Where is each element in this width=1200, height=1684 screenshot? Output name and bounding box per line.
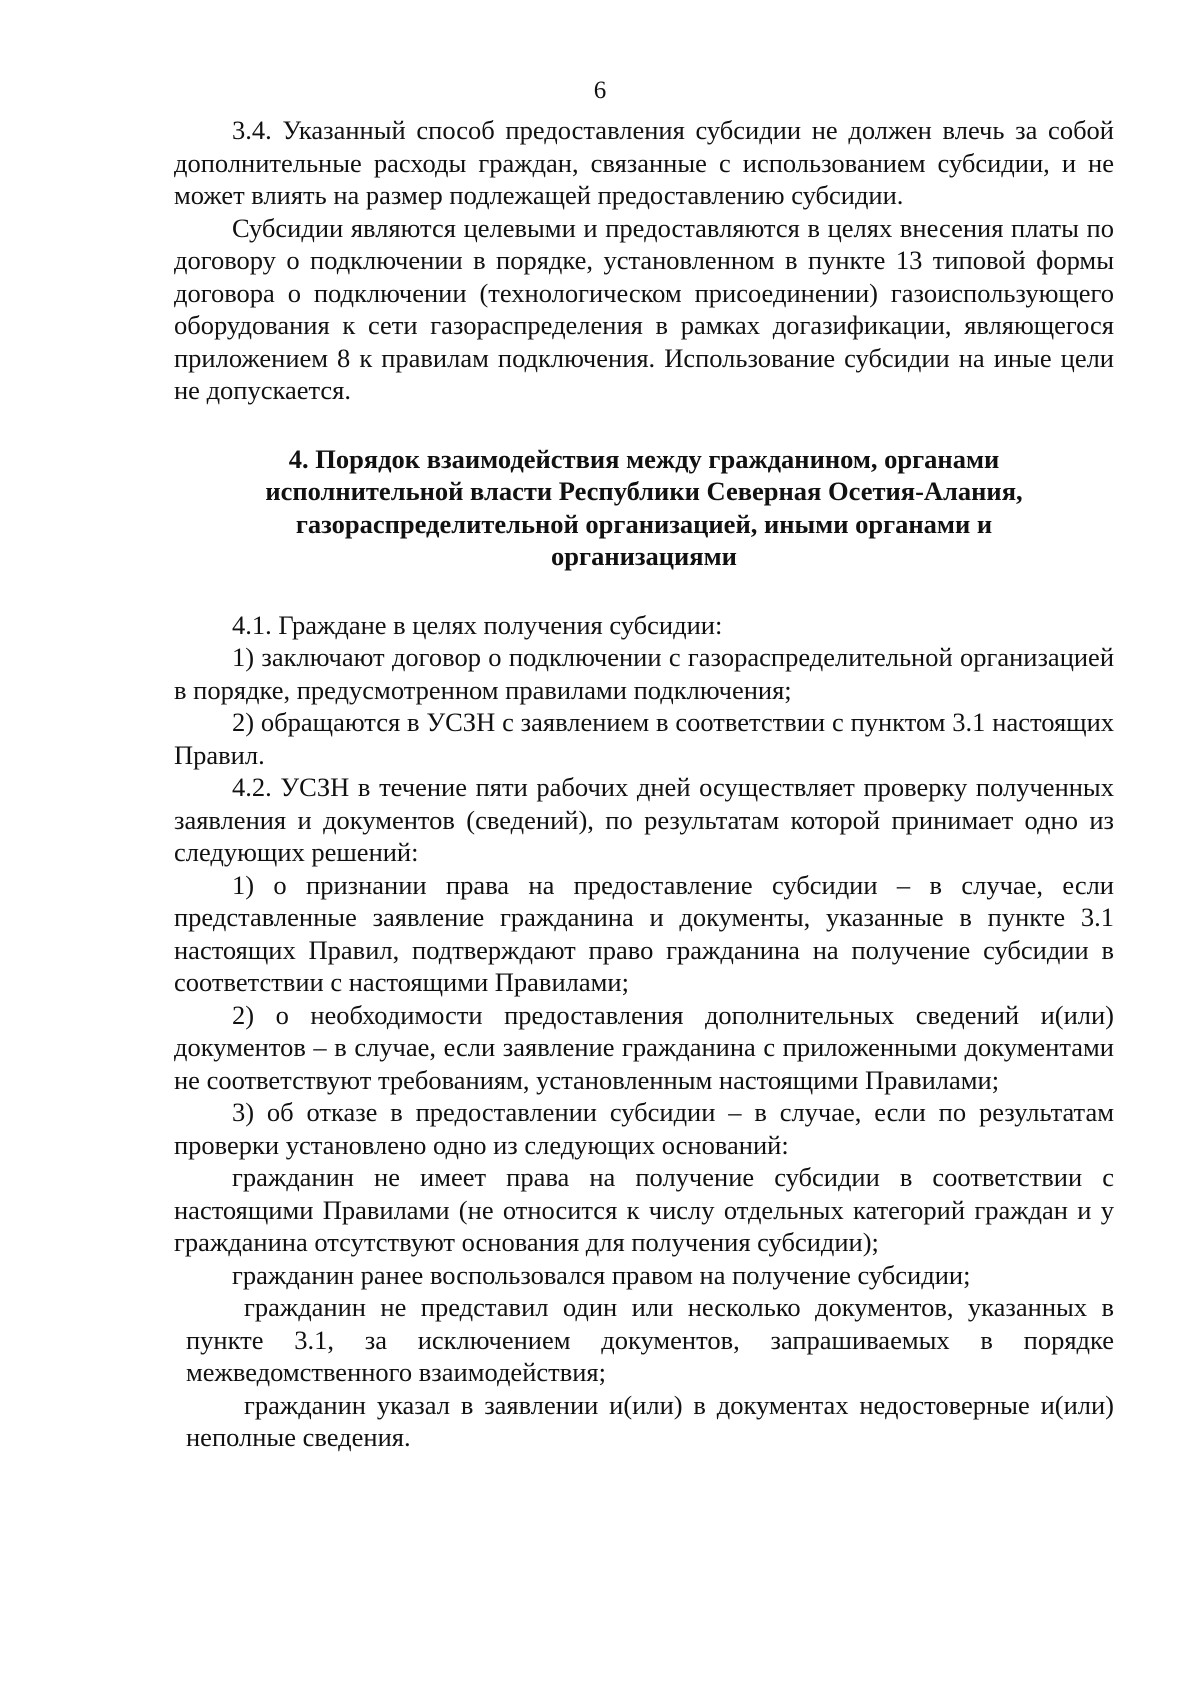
- paragraph-4-1-item-1: 1) заключают договор о подключении с газораспределительной организацией в порядке, предусмотренном правилами подключения;: [174, 642, 1114, 705]
- paragraph-4-2: 4.2. УСЗН в течение пяти рабочих дней осуществляет проверку полученных заявления и документов (сведений), по результатам которой принимает одно из следующих решений:: [174, 772, 1114, 867]
- paragraph-4-2-item-2: 2) о необходимости предоставления дополнительных сведений и(или) документов – в случае, если заявление гражданина с приложенными документами не соответствуют требованиям, установленным настоящими Правилами;: [174, 999, 1114, 1095]
- paragraph-3-4: 3.4. Указанный способ предоставления субсидии не должен влечь за собой дополнительные расходы граждан, связанные с использованием субсидии, и не может влиять на размер подлежащей предоставлению субсидии.: [174, 115, 1114, 210]
- page-number: 6: [593, 77, 607, 104]
- document-body: [174, 114, 1114, 1454]
- paragraph-4-1-item-2: 2) обращаются в УСЗН с заявлением в соответствии с пунктом 3.1 настоящих Правил.: [174, 707, 1114, 770]
- paragraph-subsidy-purpose: Субсидии являются целевыми и предоставляются в целях внесения платы по договору о подключении в порядке, установленном в пункте 13 типовой формы договора о подключении (технологическом присоединении) газоиспользующего оборудования к сети газораспределения в рамках догазификации, являющегося приложением 8 к правилам подключения. Использование субсидии на иные цели не допускается.: [174, 212, 1114, 405]
- refusal-ground-4: гражданин указал в заявлении и(или) в документах недостоверные и(или) неполные сведения.: [186, 1389, 1114, 1452]
- refusal-ground-3: гражданин не представил один или несколько документов, указанных в пункте 3.1, за исключением документов, запрашиваемых в порядке межведомственного взаимодействия;: [186, 1292, 1114, 1387]
- refusal-ground-2: гражданин ранее воспользовался правом на получение субсидии;: [232, 1259, 971, 1290]
- paragraph-4-1: 4.1. Граждане в целях получения субсидии:: [232, 609, 723, 640]
- paragraph-4-2-item-1: 1) о признании права на предоставление субсидии – в случае, если представленные заявление гражданина и документы, указанные в пункте 3.1 настоящих Правил, подтверждают право гражданина на получение субсидии в соответствии с настоящими Правилами;: [174, 869, 1114, 997]
- refusal-ground-1: гражданин не имеет права на получение субсидии в соответствии с настоящими Правилами (не относится к числу отдельных категорий граждан и у гражданина отсутствуют основания для получения субсидии);: [174, 1162, 1114, 1257]
- section-4-heading: 4. Порядок взаимодействия между гражданином, органами исполнительной власти Республики Северная Осетия-Алания, газораспределительной организацией, иными органами и организациями: [265, 443, 1023, 571]
- paragraph-4-2-item-3: 3) об отказе в предоставлении субсидии – в случае, если по результатам проверки установлено одно из следующих оснований:: [174, 1097, 1114, 1160]
